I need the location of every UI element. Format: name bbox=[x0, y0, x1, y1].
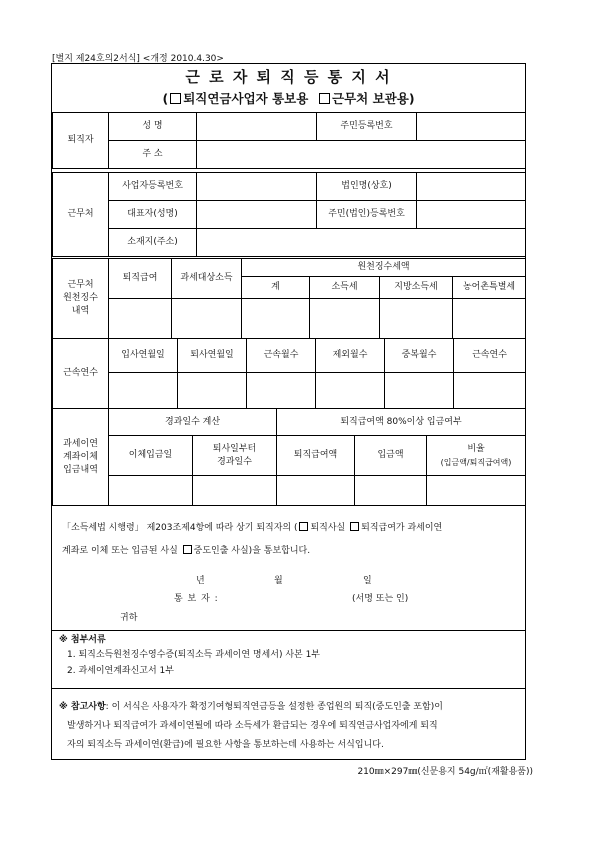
total-field[interactable] bbox=[242, 299, 310, 339]
local-income-tax-label: 지방소득세 bbox=[380, 277, 453, 299]
date-month-label: 월 bbox=[274, 576, 283, 586]
workplace-table bbox=[52, 172, 526, 257]
transfer-date-label: 이체입금일 bbox=[109, 436, 193, 476]
taxable-income-label: 과세대상소득 bbox=[172, 259, 242, 299]
statement-option2: 퇴직급여가 과세이연 bbox=[361, 523, 443, 533]
deposit-amount-field[interactable] bbox=[355, 476, 427, 506]
reference-line1 bbox=[59, 698, 521, 717]
reference-heading: ※ 참고사항 bbox=[59, 702, 106, 712]
notifier-label: 통 보 자 : bbox=[174, 594, 219, 604]
transfer-section-line1: 과세이연 bbox=[63, 438, 98, 449]
rural-special-tax-label: 농어촌특별세 bbox=[453, 277, 526, 299]
checkbox-retirement-fact[interactable] bbox=[299, 522, 308, 531]
checkbox-workplace-copy[interactable] bbox=[319, 93, 330, 104]
reference-line2: 발생하거나 퇴직급여가 과세이연될에 따라 소득세가 환급되는 경우에 퇴직연금사업자에게 퇴직 bbox=[67, 721, 438, 731]
corp-no-field[interactable] bbox=[417, 201, 526, 229]
reference-line3: 자의 퇴직소득 과세이연(환급)에 필요한 사항을 통보하는데 사용하는 서식입니다. bbox=[67, 740, 384, 750]
transfer-section-line2: 계좌이체 bbox=[63, 451, 98, 462]
subtitle-option1: 퇴직연금사업자 통보용 bbox=[183, 91, 309, 106]
corp-no-label: 주민(법인)등록번호 bbox=[317, 201, 417, 229]
severance-amount-field[interactable] bbox=[277, 476, 355, 506]
overlap-months-field[interactable] bbox=[385, 373, 454, 409]
address-field[interactable] bbox=[197, 141, 526, 169]
over80-label: 퇴직급여액 80%이상 입금여부 bbox=[277, 409, 526, 436]
local-income-tax-field[interactable] bbox=[380, 299, 453, 339]
service-months-field[interactable] bbox=[247, 373, 316, 409]
deposit-amount-label: 입금액 bbox=[355, 436, 427, 476]
income-tax-label: 소득세 bbox=[310, 277, 380, 299]
withholding-tax-label: 원천징수세액 bbox=[242, 259, 526, 277]
divider-attachments bbox=[52, 630, 525, 631]
leave-date-label: 퇴사연월일 bbox=[178, 339, 247, 373]
corp-name-label: 법인명(상호) bbox=[317, 173, 417, 201]
form-id: [별지 제24호의2서식] bbox=[52, 54, 140, 64]
representative-label: 대표자(성명) bbox=[109, 201, 197, 229]
representative-field[interactable] bbox=[197, 201, 317, 229]
excluded-months-field[interactable] bbox=[316, 373, 385, 409]
service-table bbox=[52, 338, 526, 409]
statement-text2: 계좌로 이체 또는 입금된 사실 bbox=[62, 546, 178, 556]
location-field[interactable] bbox=[197, 229, 526, 257]
join-date-field[interactable] bbox=[109, 373, 178, 409]
bizno-label: 사업자등록번호 bbox=[109, 173, 197, 201]
ratio-formula: (입금액/퇴직급여액) bbox=[440, 457, 512, 467]
transfer-date-field[interactable] bbox=[109, 476, 193, 506]
name-label: 성 명 bbox=[109, 113, 197, 141]
checkbox-deferred-transfer[interactable] bbox=[350, 522, 359, 531]
elapsed-days-field[interactable] bbox=[193, 476, 277, 506]
location-label: 소재지(주소) bbox=[109, 229, 197, 257]
bizno-field[interactable] bbox=[197, 173, 317, 201]
withholding-section-line3: 내역 bbox=[71, 306, 90, 316]
withholding-section-line2: 원천징수 bbox=[63, 293, 98, 303]
transfer-table bbox=[52, 408, 526, 506]
checkbox-midterm-withdrawal[interactable] bbox=[183, 545, 192, 554]
withholding-section-line1: 근무처 bbox=[67, 280, 94, 290]
taxable-income-field[interactable] bbox=[172, 299, 242, 339]
attachments-heading: ※ 첨부서류 bbox=[59, 635, 106, 645]
reference-text1: : 이 서식은 사용자가 확정기여형퇴직연금등을 설정한 종업원의 퇴직(중도인출 포함)이 bbox=[105, 702, 443, 712]
corp-name-field[interactable] bbox=[417, 173, 526, 201]
rrn-field[interactable] bbox=[417, 113, 526, 141]
subtitle-option2: 근무처 보관용) bbox=[332, 91, 415, 106]
transfer-section-label bbox=[53, 409, 109, 506]
signature-label: (서명 또는 인) bbox=[352, 594, 409, 604]
date-day-label: 일 bbox=[363, 576, 372, 586]
ratio-field[interactable] bbox=[427, 476, 526, 506]
ratio-title: 비율 bbox=[467, 443, 485, 454]
elapsed-days-label bbox=[193, 436, 277, 476]
rural-special-tax-field[interactable] bbox=[453, 299, 526, 339]
notification-statement bbox=[62, 517, 520, 563]
statement-option3: 중도인출 사실)을 통보합니다. bbox=[193, 546, 311, 556]
subtitle-open: ( bbox=[162, 91, 169, 106]
withholding-table bbox=[52, 258, 526, 339]
service-years-label: 근속연수 bbox=[454, 339, 526, 373]
statement-line2 bbox=[62, 540, 520, 563]
elapsed-days-line2: 경과일수 bbox=[217, 456, 252, 467]
paper-spec-footer: 210㎜×297㎜(신문용지 54g/㎡(재활용품)) bbox=[357, 767, 533, 777]
statement-text1: 「소득세법 시행령」 제203조제4항에 따라 상기 퇴직자의 ( bbox=[62, 523, 298, 533]
service-years-field[interactable] bbox=[454, 373, 526, 409]
service-months-label: 근속월수 bbox=[247, 339, 316, 373]
form-subtitle bbox=[52, 89, 525, 107]
address-label: 주 소 bbox=[109, 141, 197, 169]
elapsed-calc-label: 경과일수 계산 bbox=[109, 409, 277, 436]
checkbox-retirement-pension-copy[interactable] bbox=[170, 93, 181, 104]
attachment-item-2: 2. 과세이연계좌신고서 1부 bbox=[67, 666, 174, 676]
attachment-item-1: 1. 퇴직소득원천징수영수증(퇴직소득 과세이연 명세서) 사본 1부 bbox=[67, 650, 320, 660]
revision-note: <개정 2010.4.30> bbox=[142, 54, 224, 64]
ratio-label bbox=[427, 436, 526, 476]
retiree-section-label: 퇴직자 bbox=[53, 113, 109, 169]
workplace-section-label: 근무처 bbox=[53, 173, 109, 257]
statement-option1: 퇴직사실 bbox=[310, 523, 346, 533]
statement-line1 bbox=[62, 517, 520, 540]
severance-pay-field[interactable] bbox=[109, 299, 172, 339]
overlap-months-label: 중복월수 bbox=[385, 339, 454, 373]
name-field[interactable] bbox=[197, 113, 317, 141]
income-tax-field[interactable] bbox=[310, 299, 380, 339]
reference-section bbox=[59, 698, 521, 755]
join-date-label: 입사연월일 bbox=[109, 339, 178, 373]
service-section-label: 근속연수 bbox=[53, 339, 109, 409]
severance-amount-label: 퇴직급여액 bbox=[277, 436, 355, 476]
total-label: 계 bbox=[242, 277, 310, 299]
form-title: 근 로 자 퇴 직 등 통 지 서 bbox=[185, 68, 392, 86]
rrn-label: 주민등록번호 bbox=[317, 113, 417, 141]
severance-pay-label: 퇴직급여 bbox=[109, 259, 172, 299]
transfer-section-line3: 입금내역 bbox=[63, 464, 98, 475]
excluded-months-label: 제외월수 bbox=[316, 339, 385, 373]
elapsed-days-line1: 퇴사일부터 bbox=[212, 443, 257, 454]
withholding-section-label bbox=[53, 259, 109, 339]
date-year-label: 년 bbox=[196, 576, 205, 586]
attachments-section bbox=[59, 634, 519, 679]
honorific-label: 귀하 bbox=[120, 613, 138, 623]
divider-reference bbox=[52, 688, 525, 689]
leave-date-field[interactable] bbox=[178, 373, 247, 409]
retiree-table bbox=[52, 112, 526, 169]
